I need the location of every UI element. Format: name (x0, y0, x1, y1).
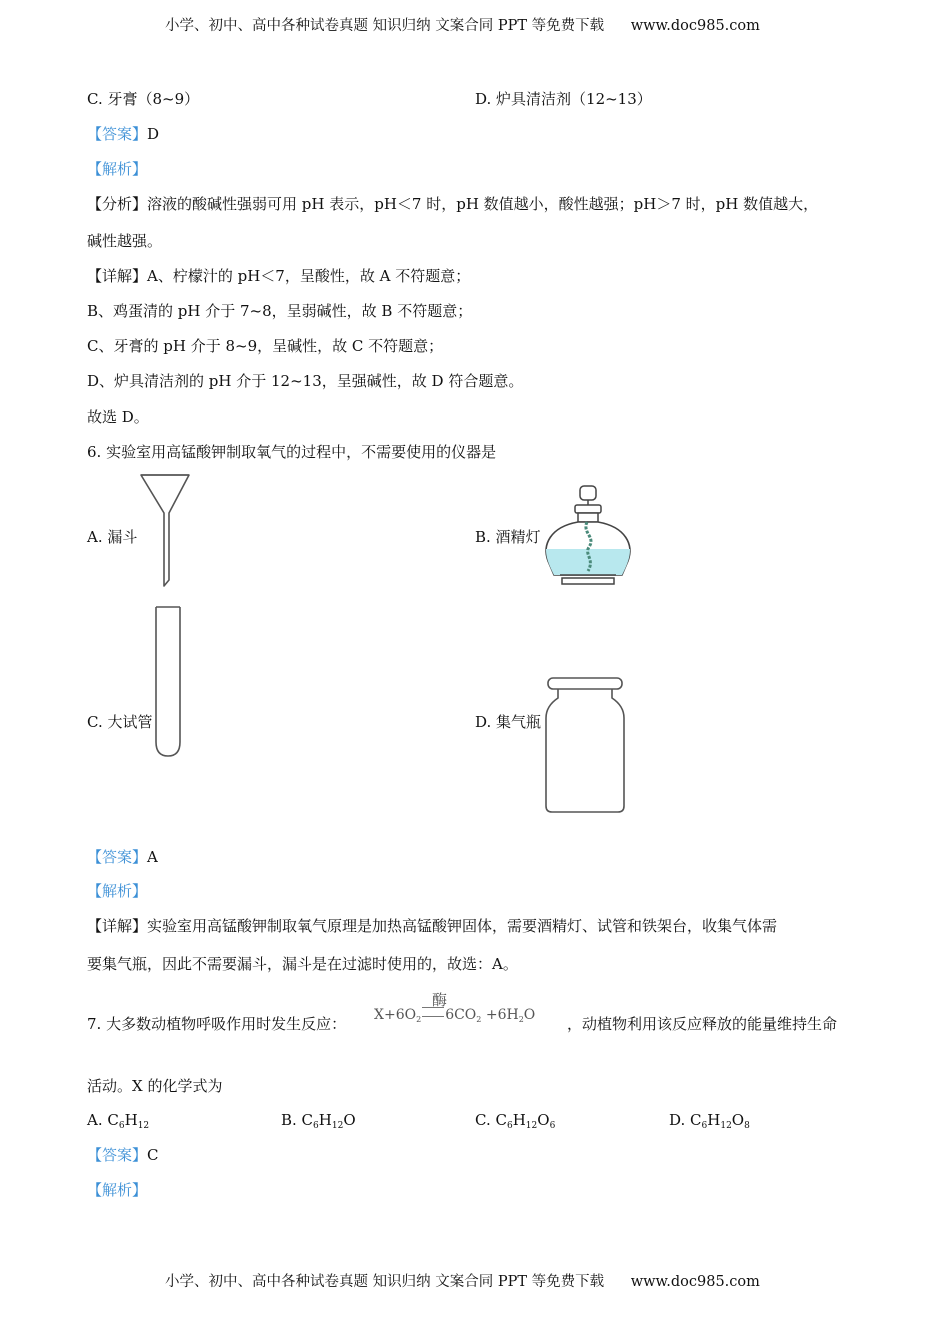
answer-tag: 【答案】 (87, 848, 148, 866)
q7-option-b: B. $C_6H_{12}O$ (281, 1111, 356, 1131)
q7-question-end: ，动植物利用该反应释放的能量维持生命 (567, 1015, 838, 1033)
xiangjie-text: 实验室用高锰酸钾制取氧气原理是加热高锰酸钾固体，需要酒精灯、试管和铁架台，收集气体需 (147, 917, 778, 935)
footer-text: 小学、初中、高中各种试卷真题 知识归纳 文案合同 PPT 等免费下载 (165, 1274, 605, 1290)
q5-fenxi-line2: 碱性越强。 (87, 232, 163, 250)
q6-option-b: B. 酒精灯 (475, 528, 541, 546)
header-text: 小学、初中、高中各种试卷真题 知识归纳 文案合同 PPT 等免费下载 (165, 18, 605, 34)
q5-option-c: C. 牙膏（8~9） (87, 90, 200, 108)
test-tube-icon (152, 604, 184, 760)
q5-answer (87, 123, 159, 145)
q5-line-d: D、炉具清洁剂的 pH 介于 12~13，呈强碱性，故 D 符合题意。 (87, 372, 524, 390)
q6-question: 6. 实验室用高锰酸钾制取氧气的过程中，不需要使用的仪器是 (87, 443, 497, 461)
page-header (165, 14, 760, 35)
answer-tag: 【答案】 (87, 1146, 148, 1164)
q6-answer (87, 846, 158, 868)
fenxi-text: 溶液的酸碱性强弱可用 pH 表示，pH＜7 时，pH 数值越小，酸性越强；pH＞7 时，pH 数值越大， (147, 195, 819, 213)
answer-value: C (147, 1146, 159, 1164)
q7-jiexi-tag: 【解析】 (87, 1181, 148, 1199)
funnel-icon (138, 472, 194, 590)
xiangjie-tag: 【详解】 (87, 267, 148, 285)
fenxi-tag: 【分析】 (87, 195, 148, 213)
answer-value: D (147, 125, 160, 143)
equation-body: $X+6O_2$ $6CO_2 +6H_2O$ (374, 1007, 536, 1024)
q5-line-b: B、鸡蛋清的 pH 介于 7~8，呈弱碱性，故 B 不符题意； (87, 302, 473, 320)
q6-jiexi-tag: 【解析】 (87, 882, 148, 900)
q7-option-d: D. $C_6H_{12}O_8$ (669, 1111, 750, 1131)
gas-bottle-icon (542, 676, 628, 816)
q5-line-c: C、牙膏的 pH 介于 8~9，呈碱性，故 C 不符题意； (87, 337, 444, 355)
q7-answer (87, 1144, 159, 1166)
q7-option-a: A. $C_6H_{12}$ (87, 1111, 150, 1131)
q7-option-c: C. $C_6H_{12}O_6$ (475, 1111, 556, 1131)
footer-url: www.doc985.com (630, 1274, 760, 1290)
xiangjie-text: A、柠檬汁的 pH＜7，呈酸性，故 A 不符题意； (147, 267, 471, 285)
q5-xiangjie-a (87, 265, 470, 287)
q6-option-d: D. 集气瓶 (475, 713, 542, 731)
q5-fenxi-line1 (87, 193, 818, 215)
q5-option-d: D. 炉具清洁剂（12~13） (475, 90, 652, 108)
q5-conclusion: 故选 D。 (87, 408, 149, 426)
equation-condition: 酶 (432, 991, 448, 1009)
page-footer (165, 1270, 760, 1291)
alcohol-lamp-icon (540, 485, 636, 589)
q7-question-line2: 活动。X 的化学式为 (87, 1077, 223, 1095)
header-url: www.doc985.com (630, 18, 760, 34)
answer-value: A (147, 848, 158, 866)
reaction-equation (374, 991, 558, 1035)
q6-xiangjie-line2: 要集气瓶，因此不需要漏斗，漏斗是在过滤时使用的，故选：A。 (87, 955, 518, 973)
q7-question-start: 7. 大多数动植物呼吸作用时发生反应： (87, 1015, 347, 1033)
q6-option-a: A. 漏斗 (87, 528, 138, 546)
xiangjie-tag: 【详解】 (87, 917, 148, 935)
q6-xiangjie-line1 (87, 915, 777, 937)
q5-jiexi-tag: 【解析】 (87, 160, 148, 178)
q6-option-c: C. 大试管 (87, 713, 153, 731)
answer-tag: 【答案】 (87, 125, 148, 143)
